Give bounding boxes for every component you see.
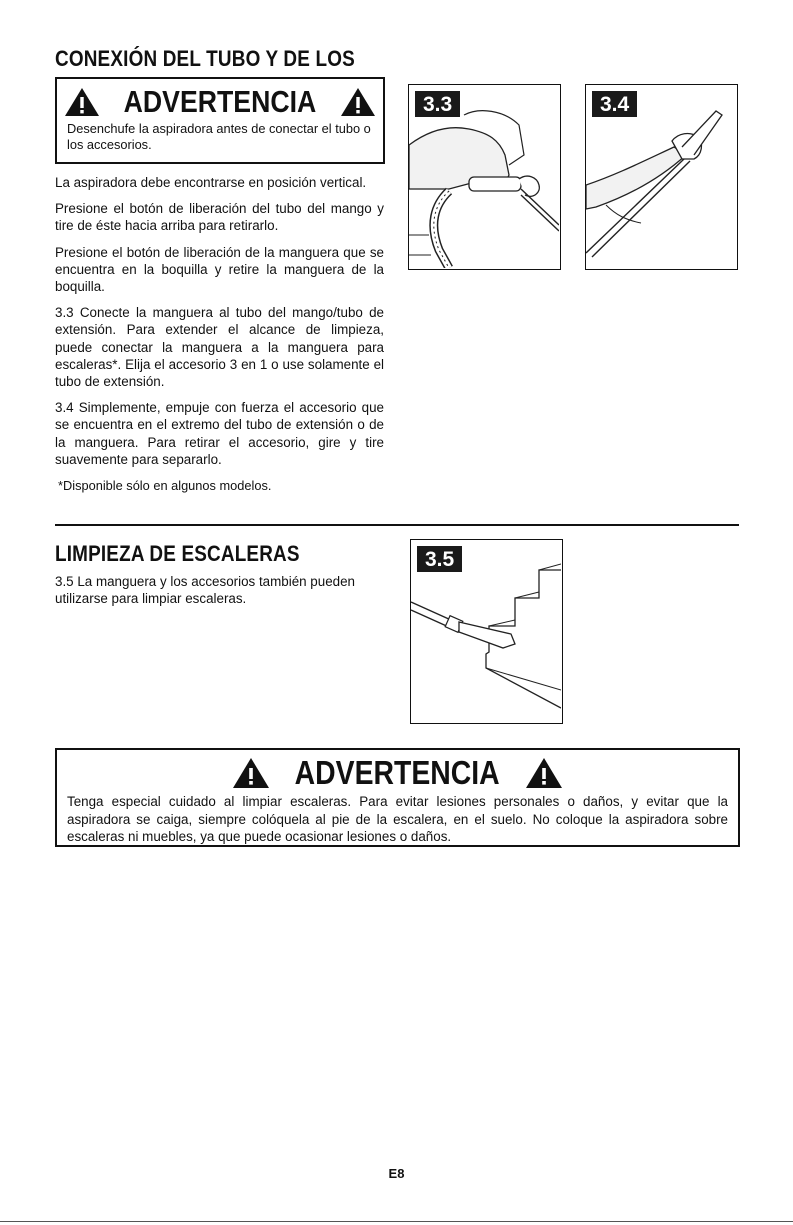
warning-title: ADVERTENCIA bbox=[123, 84, 317, 119]
paragraph-step-3-3: 3.3 Conecte la manguera al tubo del mango/tubo de extensión. Para extender el alcance de limpieza, puede conectar la manguera a la manguera para escaleras*. Elija el accesorio 3 en 1 o use solamente el tubo de extensión. bbox=[55, 305, 384, 390]
section-heading-stairs: LIMPIEZA DE ESCALERAS bbox=[55, 541, 300, 566]
warning-title-row bbox=[57, 86, 383, 117]
warning-text: Tenga especial cuidado al limpiar escaleras. Para evitar lesiones personales o daños, y evitar que la aspiradora se caiga, siempre colóquela al pie de la escalera, en el suelo. No coloque la aspiradora sobre escaleras ni muebles, ya que puede ocasionar lesiones o daños. bbox=[67, 794, 728, 844]
paragraph-step-3-5: 3.5 La manguera y los accesorios también pueden utilizarse para limpiar escaleras. bbox=[55, 574, 355, 607]
warning-triangle-icon bbox=[525, 757, 563, 789]
section-heading-connection: CONEXIÓN DEL TUBO Y DE LOS bbox=[55, 46, 355, 71]
figure-3-4 bbox=[585, 84, 738, 270]
warning-title: ADVERTENCIA bbox=[294, 754, 500, 791]
paragraph-release-hose: Presione el botón de liberación de la manguera que se encuentra en la boquilla y retire la manguera de la boquilla. bbox=[55, 244, 384, 295]
figure-label-3-3: 3.3 bbox=[415, 91, 460, 117]
warning-triangle-icon bbox=[340, 87, 376, 117]
figure-label-3-5: 3.5 bbox=[417, 546, 462, 572]
section-divider bbox=[55, 524, 739, 526]
page-number: E8 bbox=[388, 1166, 405, 1181]
warning-box-stairs bbox=[55, 748, 740, 847]
warning-triangle-icon bbox=[64, 87, 100, 117]
paragraph-step-3-4: 3.4 Simplemente, empuje con fuerza el accesorio que se encuentra en el extremo del tubo de extensión o de la manguera. Para retirar el accesorio, gire y tire suavemente para separarlo. bbox=[55, 400, 384, 467]
paragraph-release-tube: Presione el botón de liberación del tubo del mango y tire de éste hacia arriba para retirarlo. bbox=[55, 201, 384, 234]
warning-title-row bbox=[57, 756, 738, 789]
footnote: *Disponible sólo en algunos modelos. bbox=[58, 478, 272, 494]
figure-3-3 bbox=[408, 84, 561, 270]
instructions-column bbox=[55, 174, 384, 494]
warning-triangle-icon bbox=[232, 757, 270, 789]
paragraph-upright: La aspiradora debe encontrarse en posición vertical. bbox=[55, 175, 367, 190]
page-edge-line bbox=[0, 1221, 793, 1222]
warning-text: Desenchufe la aspiradora antes de conectar el tubo o los accesorios. bbox=[67, 121, 371, 152]
warning-box-unplug bbox=[55, 77, 385, 164]
figure-label-3-4: 3.4 bbox=[592, 91, 637, 117]
figure-3-5 bbox=[410, 539, 563, 724]
